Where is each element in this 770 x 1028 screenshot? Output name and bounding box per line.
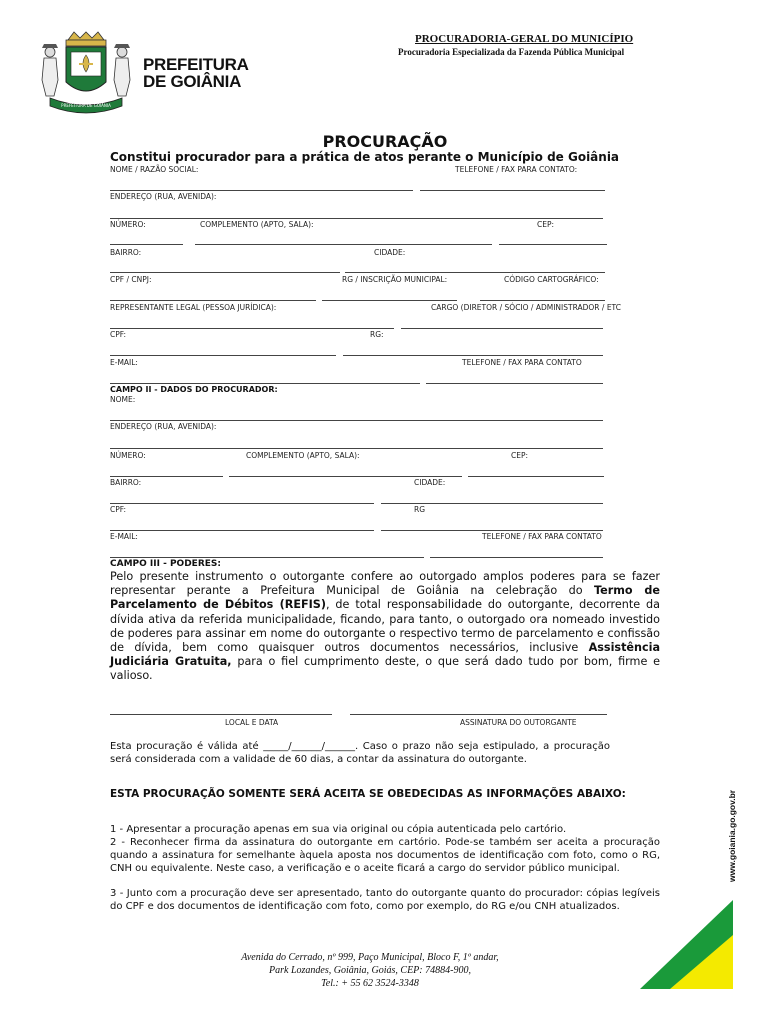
field-cpf-cnpj[interactable] xyxy=(110,300,316,301)
brand-line1: PREFEITURA xyxy=(143,55,249,74)
field-numero[interactable] xyxy=(110,244,183,245)
label-procurador-cep: CEP: xyxy=(511,451,529,460)
notice-item-1: 1 - Apresentar a procuração apenas em sua via original ou cópia autenticada pelo cartório. xyxy=(110,824,567,835)
label-endereco: ENDEREÇO (RUA, AVENIDA): xyxy=(110,192,217,201)
label-procurador-telefone: TELEFONE / FAX PARA CONTATO xyxy=(482,532,602,541)
label-procurador-endereco: ENDEREÇO (RUA, AVENIDA): xyxy=(110,422,217,431)
campo2-heading: CAMPO II - DADOS DO PROCURADOR: xyxy=(110,385,278,394)
label-assinatura: ASSINATURA DO OUTORGANTE xyxy=(460,718,577,727)
field-telefone-2[interactable] xyxy=(426,383,603,384)
field-procurador-telefone[interactable] xyxy=(430,557,603,558)
label-procurador-nome: NOME: xyxy=(110,395,136,404)
field-procurador-bairro[interactable] xyxy=(110,503,374,504)
campo3-heading: CAMPO III - PODERES: xyxy=(110,559,221,569)
field-email[interactable] xyxy=(110,383,420,384)
poderes-text: Pelo presente instrumento o outorgante confere ao outorgado amplos poderes para se fazer representar perante a Prefeitura Municipal de Goiânia na celebração do Termo de Parcelamento de Débitos (REFIS), de total responsabilidade do outorgante, decorrente da dívida ativa da referida municipalidade, ficando, para tanto, o outorgado ora nomeado investido de poderes para assinar em nome do outorgante o respectivo termo de parcelamento e confissão de dívida, bem como quaisquer outros documentos necessários, inclusive Assistência Judiciária Gratuita, para o fiel cumprimento deste, o que será dado tudo por bom, firme e valioso. xyxy=(110,570,660,683)
label-nome-razao: NOME / RAZÃO SOCIAL: xyxy=(110,165,199,174)
field-rg-inscricao[interactable] xyxy=(322,300,457,301)
field-cidade[interactable] xyxy=(345,272,605,273)
validity-text: Esta procuração é válida até _____/______/______. Caso o prazo não seja estipulado, a procuração será considerada com a validade de 60 dias, a contar da assinatura do outorgante. xyxy=(110,741,610,765)
field-procurador-cidade[interactable] xyxy=(381,503,603,504)
footer-address: Avenida do Cerrado, nº 999, Paço Municipal, Bloco F, 1º andar, Park Lozandes, Goiânia, Goiás, CEP: 74884-900, Tel.: + 55 62 3524-3348 xyxy=(241,952,499,989)
org-title: PROCURADORIA-GERAL DO MUNICÍPIO xyxy=(415,33,634,45)
field-complemento[interactable] xyxy=(195,244,492,245)
label-cpf: CPF: xyxy=(110,330,127,339)
field-procurador-numero[interactable] xyxy=(110,476,223,477)
document-title: PROCURAÇÃO xyxy=(322,132,448,151)
field-cep[interactable] xyxy=(499,244,607,245)
field-cargo[interactable] xyxy=(401,328,603,329)
label-email: E-MAIL: xyxy=(110,358,138,367)
field-rg[interactable] xyxy=(343,355,603,356)
label-numero: NÚMERO: xyxy=(110,220,146,229)
label-procurador-cidade: CIDADE: xyxy=(414,478,446,487)
field-procurador-nome[interactable] xyxy=(110,420,603,421)
field-representante[interactable] xyxy=(110,328,394,329)
label-procurador-numero: NÚMERO: xyxy=(110,451,146,460)
label-codigo-cartografico: CÓDIGO CARTOGRÁFICO: xyxy=(504,275,599,284)
field-bairro[interactable] xyxy=(110,272,340,273)
org-subtitle: Procuradoria Especializada da Fazenda Pública Municipal xyxy=(398,47,625,57)
label-procurador-cpf: CPF: xyxy=(110,505,127,514)
field-procurador-email[interactable] xyxy=(110,557,424,558)
label-cidade: CIDADE: xyxy=(374,248,406,257)
field-local-data[interactable] xyxy=(110,714,332,715)
label-telefone: TELEFONE / FAX PARA CONTATO: xyxy=(455,165,578,174)
field-procurador-complemento[interactable] xyxy=(229,476,462,477)
label-procurador-rg: RG xyxy=(414,505,426,514)
city-seal xyxy=(30,30,138,114)
label-cargo: CARGO (DIRETOR / SÓCIO / ADMINISTRADOR / ETC xyxy=(431,303,621,312)
field-endereco[interactable] xyxy=(110,218,603,219)
field-nome-razao[interactable] xyxy=(110,190,413,191)
label-procurador-email: E-MAIL: xyxy=(110,532,138,541)
label-representante: REPRESENTANTE LEGAL (PESSOA JURÍDICA): xyxy=(110,303,277,312)
label-rg-inscricao: RG / INSCRIÇÃO MUNICIPAL: xyxy=(342,275,448,284)
field-procurador-rg[interactable] xyxy=(381,530,603,531)
corner-graphic xyxy=(640,900,770,1024)
brand-line2: DE GOIÂNIA xyxy=(143,72,242,91)
label-telefone-2: TELEFONE / FAX PARA CONTATO xyxy=(462,358,582,367)
side-url: www.goiania.go.gov.br xyxy=(727,789,737,882)
label-bairro: BAIRRO: xyxy=(110,248,142,257)
notice-heading: ESTA PROCURAÇÃO SOMENTE SERÁ ACEITA SE OBEDECIDAS AS INFORMAÇÕES ABAIXO: xyxy=(110,788,626,800)
field-procurador-cep[interactable] xyxy=(468,476,604,477)
notice-item-2: 2 - Reconhecer firma da assinatura do outorgante em cartório. Pode-se também ser aceita a procuração quando a assinatura for semelhante àquela aposta nos documentos de identificação com foto, como o RG, CNH ou equivalente. Neste caso, a verificação e o aceite ficará a cargo do servidor público municipal. xyxy=(110,837,660,874)
label-complemento: COMPLEMENTO (APTO, SALA): xyxy=(200,220,314,229)
svg-text:PREFEITURA DE GOIÂNIA: PREFEITURA DE GOIÂNIA xyxy=(61,103,111,108)
label-procurador-bairro: BAIRRO: xyxy=(110,478,142,487)
field-procurador-endereco[interactable] xyxy=(110,448,603,449)
field-procurador-cpf[interactable] xyxy=(110,530,374,531)
document-subtitle: Constitui procurador para a prática de atos perante o Município de Goiânia xyxy=(110,150,620,164)
label-cpf-cnpj: CPF / CNPJ: xyxy=(110,275,152,284)
notice-item-3: 3 - Junto com a procuração deve ser apresentado, tanto do outorgante quanto do procurador: cópias legíveis do CPF e dos documentos de identificação com foto, como por exemplo, do RG e/ou CNH atualizados. xyxy=(110,888,660,912)
label-procurador-complemento: COMPLEMENTO (APTO, SALA): xyxy=(246,451,360,460)
field-cpf[interactable] xyxy=(110,355,336,356)
field-codigo-cartografico[interactable] xyxy=(480,300,605,301)
label-local-data: LOCAL E DATA xyxy=(225,718,279,727)
label-rg: RG: xyxy=(370,330,384,339)
label-cep: CEP: xyxy=(537,220,555,229)
field-telefone[interactable] xyxy=(420,190,605,191)
field-assinatura[interactable] xyxy=(350,714,607,715)
